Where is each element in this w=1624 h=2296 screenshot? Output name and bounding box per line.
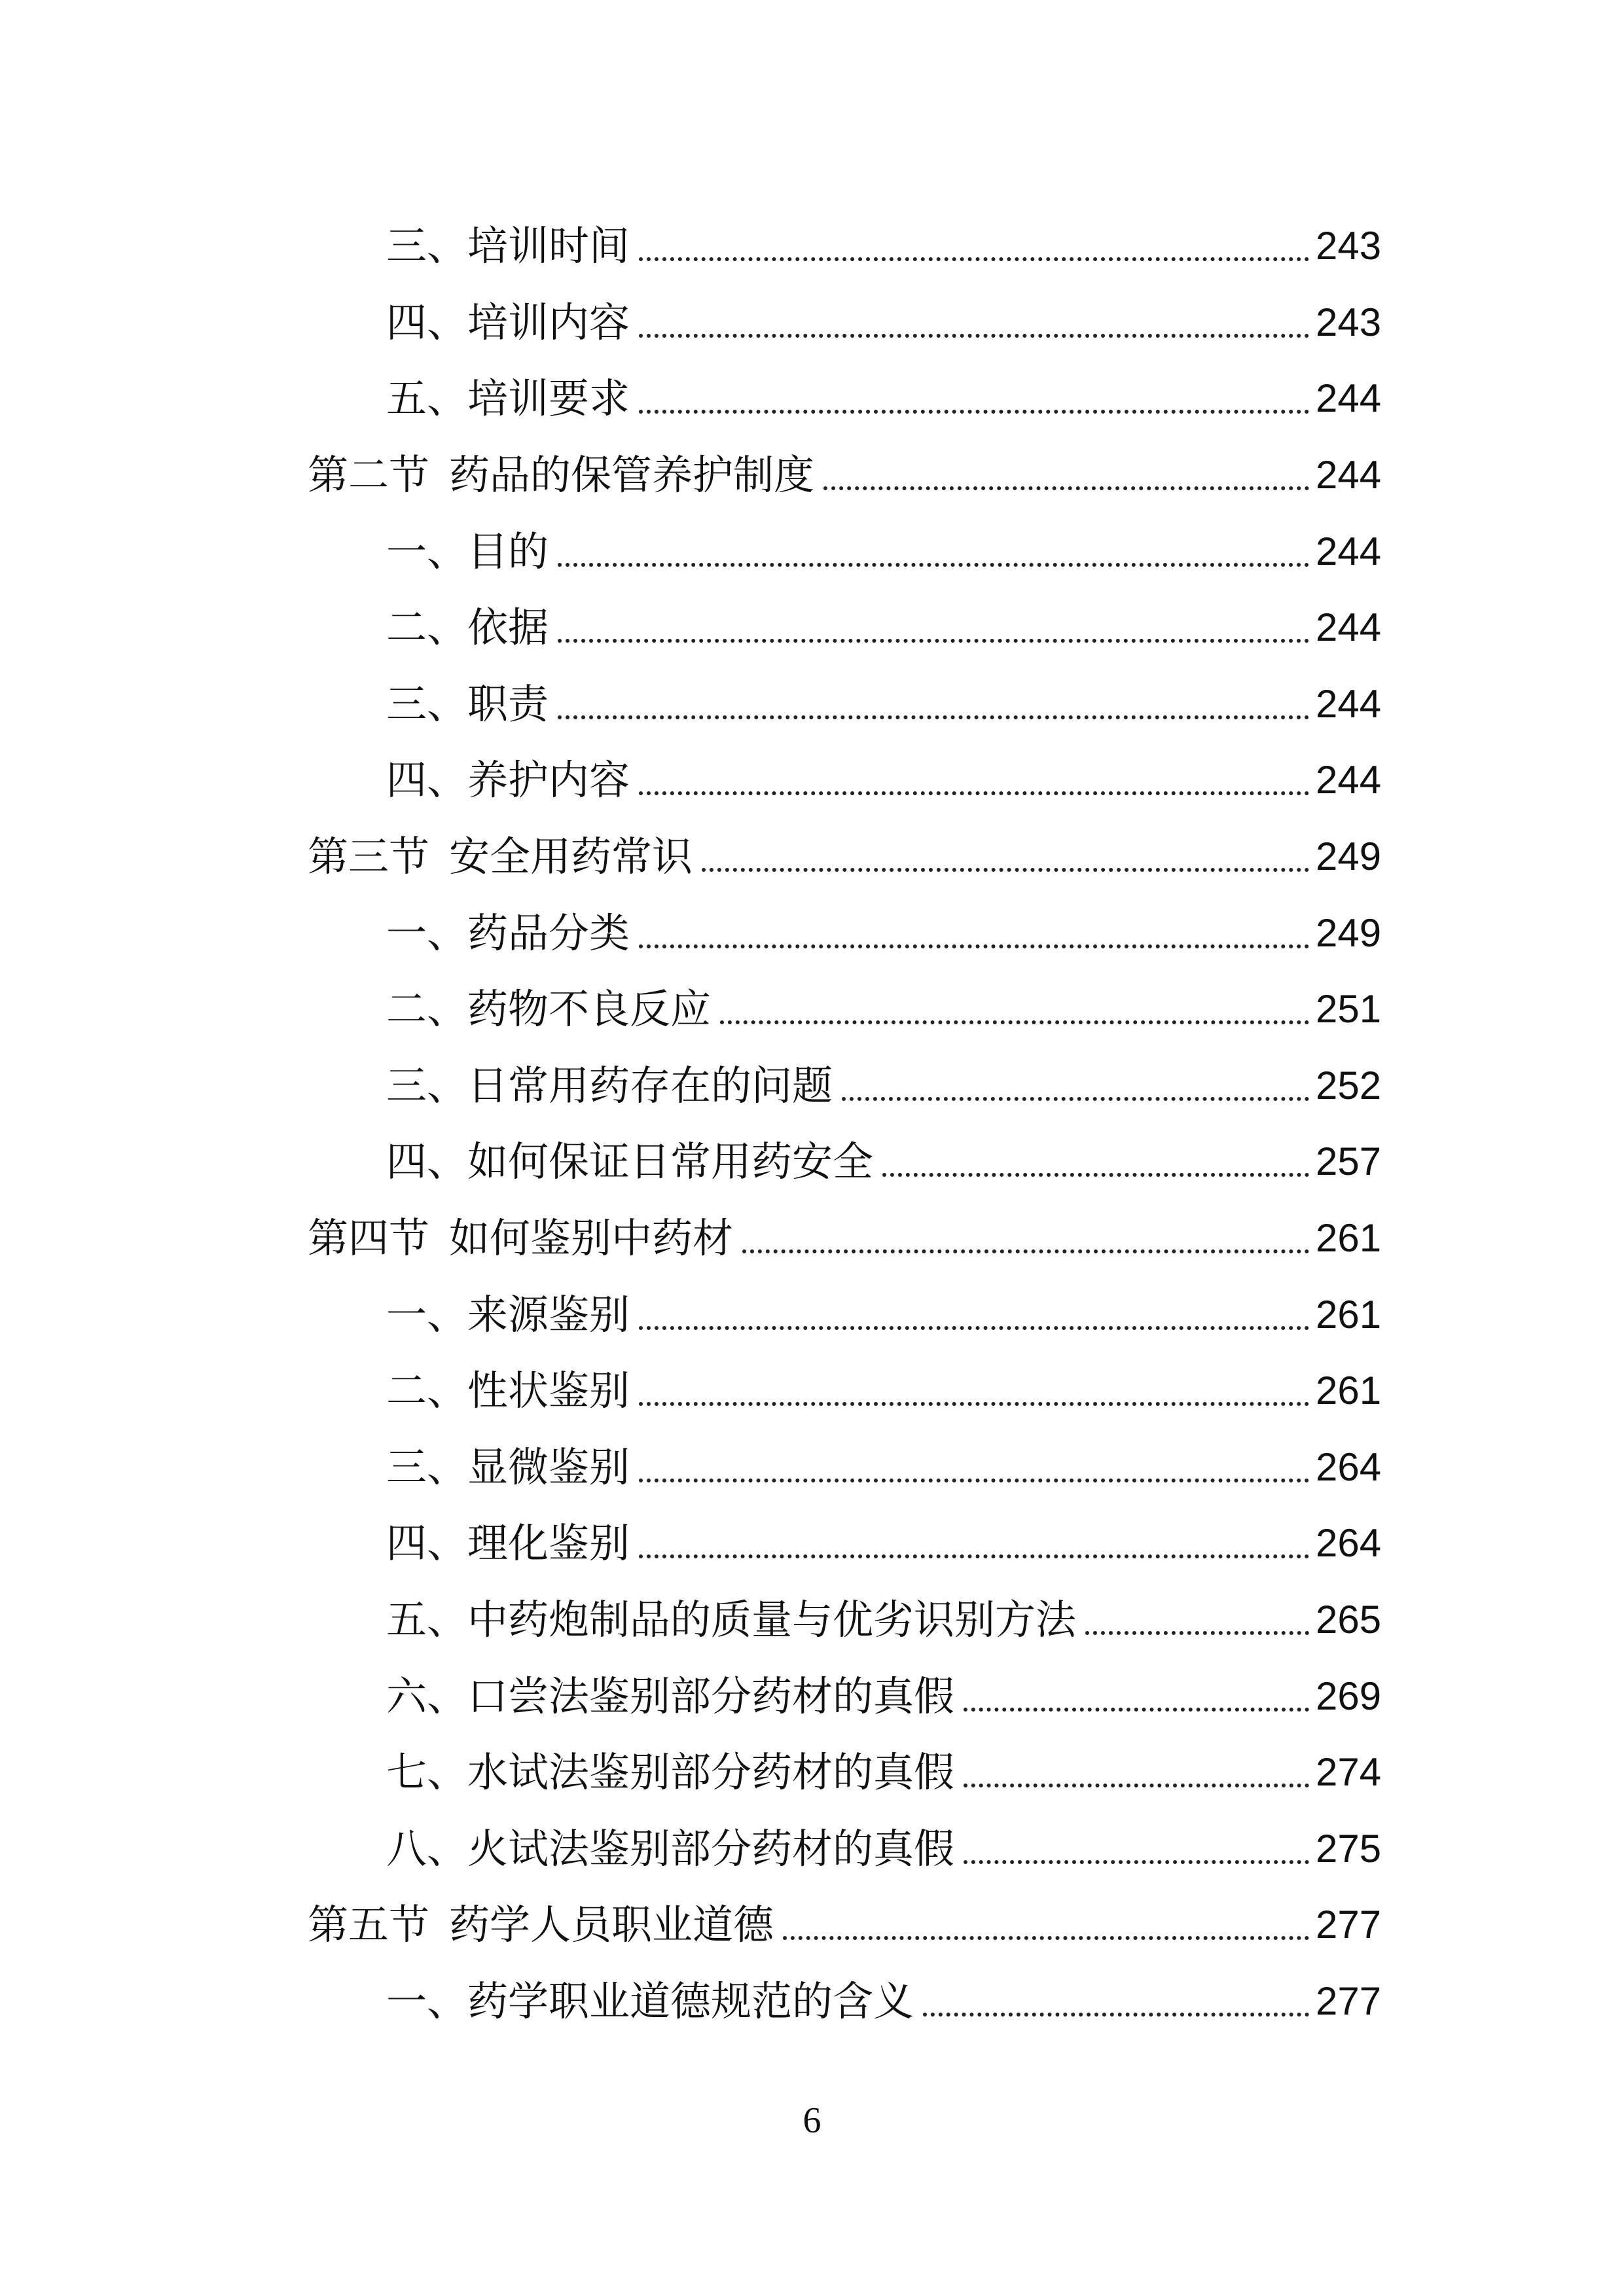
dot-leader <box>720 989 1309 1030</box>
toc-entry-title: 水试法鉴别部分药材的真假 <box>467 1748 955 1797</box>
toc-entry-number: 八、 <box>386 1824 468 1873</box>
toc-entry-number: 四、 <box>386 1138 468 1186</box>
toc-entry-title: 口尝法鉴别部分药材的真假 <box>467 1672 955 1720</box>
toc-section-entry[interactable] <box>308 437 1381 514</box>
toc-entry-page: 269 <box>1316 1674 1382 1718</box>
toc-entry[interactable] <box>308 1124 1381 1200</box>
toc-entry[interactable] <box>308 1505 1381 1582</box>
toc-entry[interactable] <box>308 1810 1381 1887</box>
toc-entry-title: 依据 <box>467 603 549 652</box>
toc-entry-title: 药学职业道德规范的含义 <box>467 1977 914 2025</box>
dot-leader <box>964 1676 1309 1717</box>
toc-entry-page: 244 <box>1316 605 1382 650</box>
toc-entry-page: 257 <box>1316 1139 1382 1184</box>
toc-entry-number: 第二节 <box>308 451 430 499</box>
dot-leader <box>639 1371 1309 1411</box>
toc-entry-number: 第四节 <box>308 1214 430 1263</box>
toc-entry-title: 来源鉴别 <box>467 1290 630 1338</box>
toc-entry-title: 安全用药常识 <box>449 833 693 881</box>
dot-leader <box>639 378 1309 419</box>
dot-leader <box>639 1295 1309 1335</box>
dot-leader <box>964 1752 1309 1793</box>
page-number: 6 <box>803 2100 821 2141</box>
toc-entry[interactable] <box>308 1734 1381 1811</box>
toc-entry-number: 一、 <box>386 1290 468 1338</box>
toc-entry-page: 244 <box>1316 758 1382 802</box>
dot-leader <box>639 1523 1309 1564</box>
toc-entry-page: 261 <box>1316 1369 1382 1413</box>
toc-entry-title: 职责 <box>467 679 549 728</box>
toc-entry-number: 四、 <box>386 1519 468 1568</box>
toc-entry-page: 275 <box>1316 1826 1382 1871</box>
toc-section-entry[interactable] <box>308 1200 1381 1277</box>
toc-entry[interactable] <box>308 1429 1381 1506</box>
toc-entry[interactable] <box>308 1048 1381 1124</box>
toc-entry-page: 251 <box>1316 987 1382 1031</box>
toc-entry-page: 261 <box>1316 1216 1382 1261</box>
toc-entry-number: 一、 <box>386 1977 468 2025</box>
toc-entry[interactable] <box>308 971 1381 1048</box>
toc-entry-page: 243 <box>1316 224 1382 268</box>
dot-leader <box>639 302 1309 343</box>
toc-entry-number: 第三节 <box>308 833 430 881</box>
dot-leader <box>923 1981 1309 2022</box>
toc-entry-number: 三、 <box>386 679 468 728</box>
toc-entry-page: 249 <box>1316 834 1382 879</box>
toc-entry-title: 性状鉴别 <box>467 1367 630 1415</box>
toc-entry-number: 六、 <box>386 1672 468 1720</box>
toc-entry-title: 目的 <box>467 527 549 575</box>
toc-entry-number: 三、 <box>386 1443 468 1491</box>
toc-entry[interactable] <box>308 361 1381 437</box>
toc-entry-number: 七、 <box>386 1748 468 1797</box>
toc-entry[interactable] <box>308 1964 1381 2040</box>
dot-leader <box>842 1066 1309 1106</box>
toc-entry-title: 培训要求 <box>467 374 630 423</box>
dot-leader <box>702 836 1309 877</box>
dot-leader <box>783 1905 1309 1945</box>
toc-entry-number: 二、 <box>386 985 468 1033</box>
toc-entry[interactable] <box>308 666 1381 743</box>
toc-entry-title: 药学人员职业道德 <box>449 1901 774 1949</box>
toc-entry-page: 264 <box>1316 1444 1382 1489</box>
toc-entry-page: 264 <box>1316 1521 1382 1566</box>
toc-entry[interactable] <box>308 1658 1381 1734</box>
dot-leader <box>639 226 1309 266</box>
toc-entry-title: 显微鉴别 <box>467 1443 630 1491</box>
toc-entry[interactable] <box>308 895 1381 971</box>
dot-leader <box>639 913 1309 954</box>
toc-entry-number: 三、 <box>386 1061 468 1109</box>
toc-entry-page: 249 <box>1316 910 1382 955</box>
toc-entry[interactable] <box>308 1353 1381 1429</box>
dot-leader <box>1085 1600 1309 1640</box>
toc-entry-title: 火试法鉴别部分药材的真假 <box>467 1824 955 1873</box>
toc-entry-page: 244 <box>1316 529 1382 573</box>
toc-entry-page: 274 <box>1316 1750 1382 1795</box>
toc-entry-title: 培训内容 <box>467 298 630 346</box>
toc-entry-title: 日常用药存在的问题 <box>467 1061 833 1109</box>
toc-entry-title: 中药炮制品的质量与优劣识别方法 <box>467 1595 1077 1643</box>
toc-entry[interactable] <box>308 1276 1381 1353</box>
toc-entry-page: 261 <box>1316 1292 1382 1336</box>
dot-leader <box>558 531 1309 572</box>
toc-entry-number: 二、 <box>386 603 468 652</box>
toc-entry-page: 244 <box>1316 376 1382 421</box>
toc-section-entry[interactable] <box>308 1887 1381 1964</box>
toc-entry-number: 二、 <box>386 1367 468 1415</box>
dot-leader <box>823 455 1309 495</box>
toc-entry-number: 三、 <box>386 222 468 270</box>
toc-entry-title: 如何保证日常用药安全 <box>467 1138 874 1186</box>
toc-entry-title: 培训时间 <box>467 222 630 270</box>
toc-entry-title: 药品的保管养护制度 <box>449 451 815 499</box>
toc-entry-number: 五、 <box>386 1595 468 1643</box>
toc-entry[interactable] <box>308 285 1381 361</box>
toc-entry-page: 277 <box>1316 1979 1382 2023</box>
toc-entry[interactable] <box>308 590 1381 666</box>
toc-entry-number: 一、 <box>386 527 468 575</box>
toc-entry-number: 第五节 <box>308 1901 430 1949</box>
toc-entry-number: 一、 <box>386 908 468 957</box>
dot-leader <box>639 760 1309 800</box>
toc-entry-title: 理化鉴别 <box>467 1519 630 1568</box>
toc-entry[interactable] <box>308 742 1381 819</box>
toc-entry-title: 如何鉴别中药材 <box>449 1214 734 1263</box>
dot-leader <box>558 684 1309 725</box>
toc-entry[interactable] <box>308 208 1381 285</box>
toc-entry-number: 四、 <box>386 756 468 804</box>
dot-leader <box>558 607 1309 648</box>
toc-entry-page: 265 <box>1316 1597 1382 1641</box>
dot-leader <box>742 1218 1309 1259</box>
toc-entry[interactable] <box>308 513 1381 590</box>
toc-entry-page: 252 <box>1316 1063 1382 1107</box>
toc-entry-page: 244 <box>1316 681 1382 726</box>
dot-leader <box>964 1829 1309 1869</box>
dot-leader <box>639 1447 1309 1488</box>
toc-entry-title: 药物不良反应 <box>467 985 712 1033</box>
toc-section-entry[interactable] <box>308 819 1381 895</box>
toc-entry-page: 277 <box>1316 1903 1382 1947</box>
dot-leader <box>882 1141 1309 1182</box>
toc-entry-title: 养护内容 <box>467 756 630 804</box>
toc-entry-page: 243 <box>1316 300 1382 344</box>
toc-entry-page: 244 <box>1316 453 1382 497</box>
toc-entry-title: 药品分类 <box>467 908 630 957</box>
toc-entry-number: 五、 <box>386 374 468 423</box>
toc-entry[interactable] <box>308 1582 1381 1659</box>
toc-entry-number: 四、 <box>386 298 468 346</box>
table-of-contents <box>308 208 1381 2039</box>
